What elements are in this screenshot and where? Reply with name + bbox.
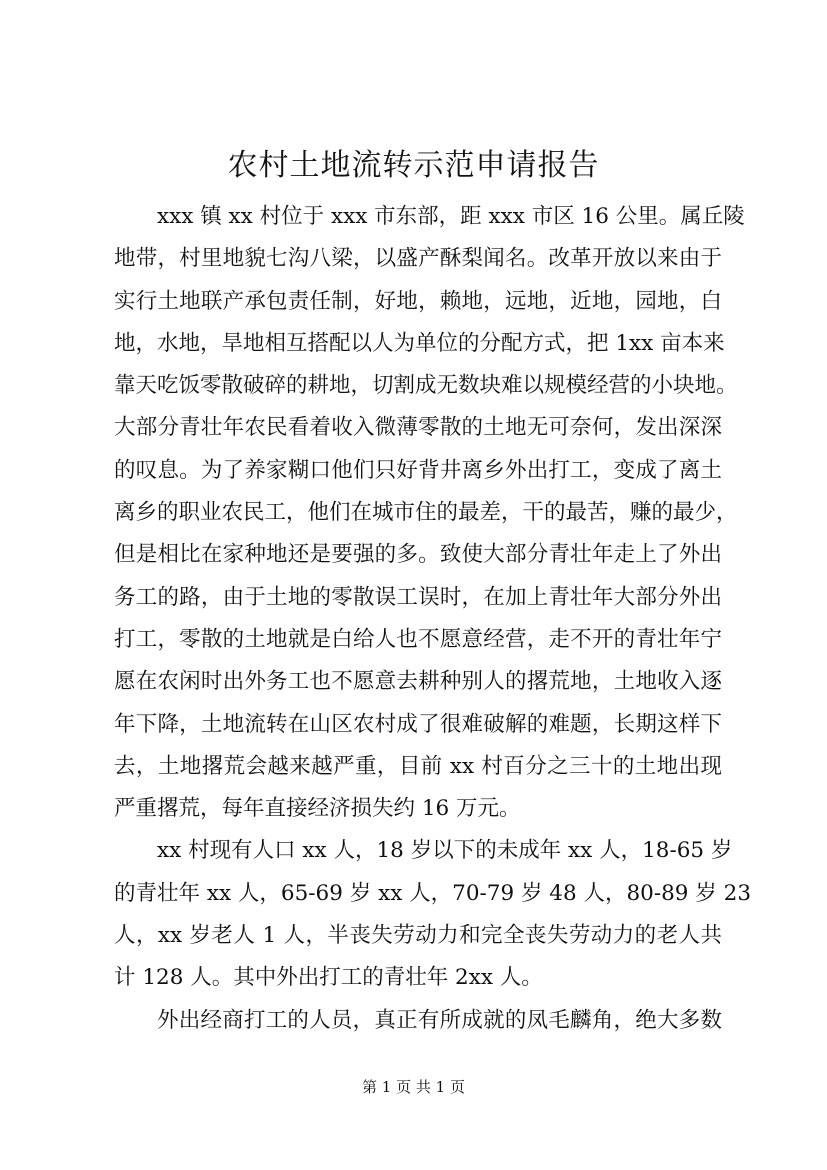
paragraph-line: 的青壮年 xx 人，65-69 岁 xx 人，70-79 岁 48 人，80-89 岁 23 bbox=[114, 880, 752, 906]
paragraph-line: 外出经商打工的人员，真正有所成就的凤毛麟角，绝大多数 bbox=[157, 1007, 722, 1033]
paragraph-line: xx 村现有人口 xx 人，18 岁以下的未成年 xx 人，18-65 岁 bbox=[157, 838, 733, 864]
paragraph-line: 计 128 人。其中外出打工的青壮年 2xx 人。 bbox=[114, 965, 543, 991]
paragraph-line: 愿在农闲时出外务工也不愿意去耕种别人的撂荒地，土地收入逐 bbox=[114, 669, 722, 695]
paragraph-line: 人，xx 岁老人 1 人，半丧失劳动力和完全丧失劳动力的老人共 bbox=[114, 923, 722, 949]
document-body bbox=[114, 196, 752, 1042]
paragraph-line: xxx 镇 xx 村位于 xxx 市东部，距 xxx 市区 16 公里。属丘陵 bbox=[157, 204, 745, 229]
document-title: 农村土地流转示范申请报告 bbox=[227, 148, 600, 183]
paragraph-line: 地带，村里地貌七沟八梁，以盛产酥梨闻名。改革开放以来由于 bbox=[114, 246, 722, 272]
paragraph-line: 实行土地联产承包责任制，好地，赖地，远地，近地，园地，白 bbox=[114, 288, 722, 314]
paragraph-line: 去，土地撂荒会越来越严重，目前 xx 村百分之三十的土地出现 bbox=[114, 753, 722, 779]
paragraph-line: 靠天吃饭零散破碎的耕地，切割成无数块难以规模经营的小块地。 bbox=[114, 373, 738, 399]
paragraph-line: 地，水地，旱地相互搭配以人为单位的分配方式，把 1xx 亩本来 bbox=[114, 330, 725, 356]
paragraph-line: 年下降，土地流转在山区农村成了很难破解的难题，长期这样下 bbox=[114, 711, 722, 737]
paragraph-line: 离乡的职业农民工，他们在城市住的最差，干的最苦，赚的最少， bbox=[114, 500, 738, 526]
paragraph-line: 严重撂荒，每年直接经济损失约 16 万元。 bbox=[114, 796, 521, 822]
page-footer: 第 1 页 共 1 页 bbox=[362, 1078, 465, 1096]
paragraph-line: 的叹息。为了养家糊口他们只好背井离乡外出打工，变成了离土 bbox=[114, 457, 722, 483]
paragraph-line: 大部分青壮年农民看着收入微薄零散的土地无可奈何，发出深深 bbox=[114, 415, 722, 441]
paragraph-line: 打工，零散的土地就是白给人也不愿意经营，走不开的青壮年宁 bbox=[114, 626, 722, 652]
paragraph-line: 务工的路，由于土地的零散误工误时，在加上青壮年大部分外出 bbox=[114, 584, 722, 610]
paragraph-line: 但是相比在家种地还是要强的多。致使大部分青壮年走上了外出 bbox=[114, 542, 722, 568]
